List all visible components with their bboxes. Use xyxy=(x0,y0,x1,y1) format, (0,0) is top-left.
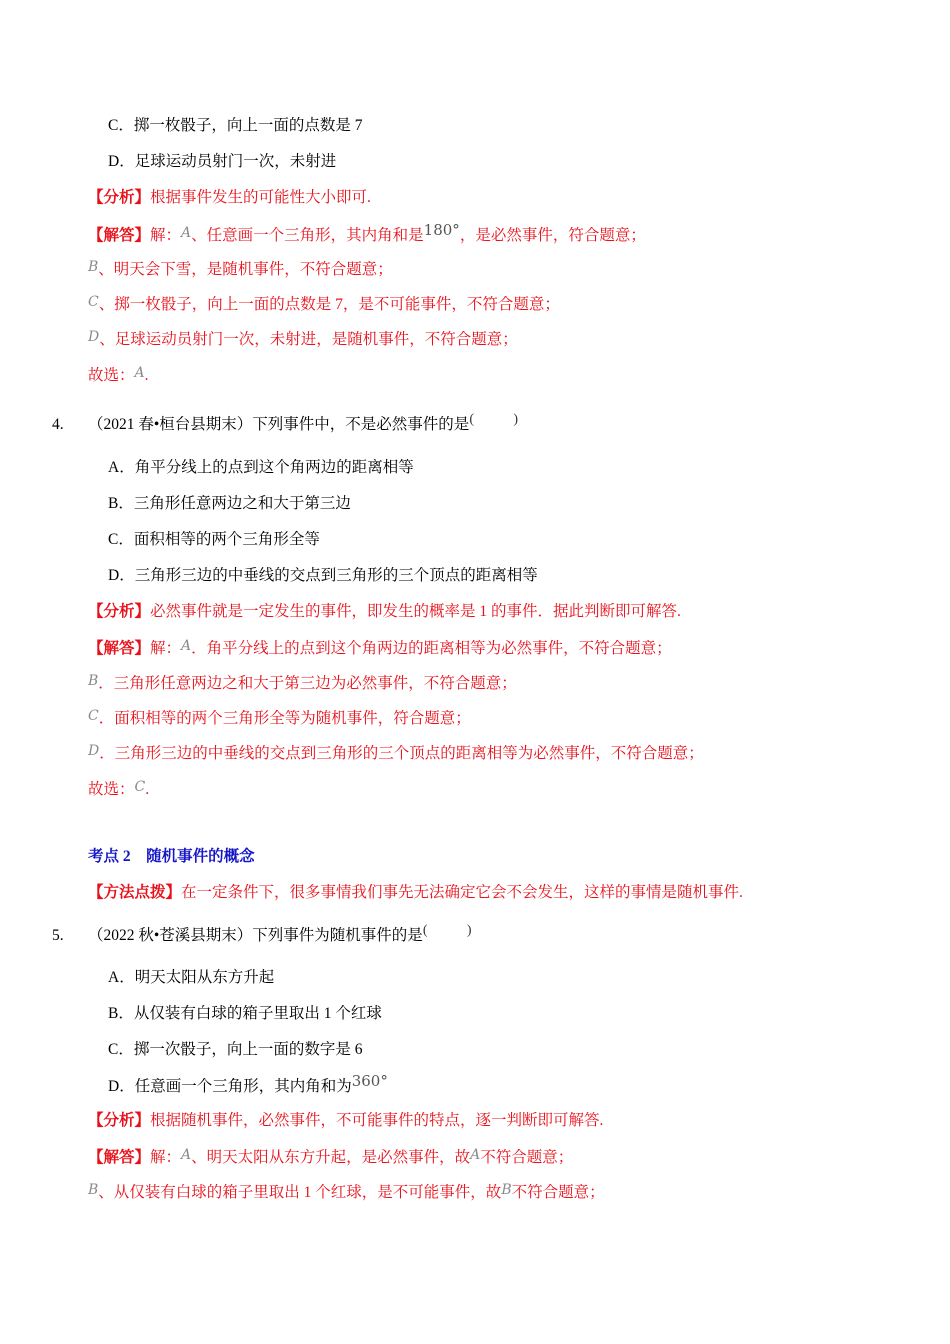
answer-text: 、从仅装有白球的箱子里取出 1 个红球，是不可能事件，故 xyxy=(98,1184,502,1201)
degree-value: 360° xyxy=(351,1072,388,1090)
answer-text: 不符合题意； xyxy=(511,1184,605,1201)
section-heading: 考点 2 随机事件的概念 xyxy=(88,848,255,865)
math-letter: A xyxy=(181,638,192,654)
q5-option-a: A．明天太阳从东方升起 xyxy=(108,969,275,986)
math-letter: C xyxy=(134,779,146,795)
paren-close: ) xyxy=(513,412,518,427)
q4-answer-line-d xyxy=(88,743,704,765)
tip-text: 在一定条件下，很多事情我们事先无法确定它会不会发生，这样的事情是随机事件. xyxy=(181,884,743,901)
math-letter: B xyxy=(88,1182,99,1198)
q3-answer-line-b xyxy=(88,259,393,281)
answer-intro: 解： xyxy=(150,227,182,244)
analysis-tag: 【分析】 xyxy=(88,603,151,620)
math-letter: C xyxy=(88,708,99,724)
analysis-text: 根据事件发生的可能性大小即可. xyxy=(150,189,371,206)
q5-option-c: C．掷一次骰子，向上一面的数字是 6 xyxy=(108,1041,363,1058)
math-letter: B xyxy=(88,673,99,689)
choice-prefix: 故选： xyxy=(88,367,135,384)
answer-text: 、明天会下雪，是随机事件，不符合题意； xyxy=(98,261,393,278)
q5-answer-line-a xyxy=(88,1147,573,1169)
answer-text: 、任意画一个三角形，其内角和是 xyxy=(191,227,424,244)
answer-intro: 解： xyxy=(150,640,182,657)
choice-suffix: . xyxy=(144,367,149,384)
q4-answer-line-c xyxy=(88,708,471,730)
math-letter: B xyxy=(501,1182,512,1198)
math-letter: C xyxy=(88,294,99,310)
math-letter: B xyxy=(88,259,99,275)
q5-option-d xyxy=(108,1072,388,1098)
q5-analysis xyxy=(88,1110,603,1132)
answer-text: ．三角形三边的中垂线的交点到三角形的三个顶点的距离相等为必然事件，不符合题意； xyxy=(99,745,704,762)
answer-tag: 【解答】 xyxy=(88,1149,151,1166)
q3-option-c: C．掷一枚骰子，向上一面的点数是 7 xyxy=(108,117,363,134)
method-tip xyxy=(88,882,743,904)
math-letter: D xyxy=(88,743,100,759)
q4-analysis xyxy=(88,601,681,623)
q3-analysis xyxy=(88,187,371,209)
answer-text: 、足球运动员射门一次，未射进，是随机事件，不符合题意； xyxy=(99,331,518,348)
q4-choice xyxy=(88,779,149,801)
q4-stem xyxy=(52,414,517,437)
choice-prefix: 故选： xyxy=(88,781,135,798)
q5-stem xyxy=(52,925,471,948)
answer-text: 不符合题意； xyxy=(480,1149,574,1166)
paren-open: ( xyxy=(469,412,474,427)
q5-answer-line-b xyxy=(88,1182,605,1204)
math-letter: A xyxy=(181,1147,192,1163)
answer-blank xyxy=(423,920,471,942)
q5-option-b: B．从仅装有白球的箱子里取出 1 个红球 xyxy=(108,1005,382,1022)
answer-text: ．角平分线上的点到这个角两边的距离相等为必然事件，不符合题意； xyxy=(191,640,672,657)
q4-option-a: A．角平分线上的点到这个角两边的距离相等 xyxy=(108,459,414,476)
q3-answer-line-d xyxy=(88,329,518,351)
option-text: D．任意画一个三角形，其内角和为 xyxy=(108,1078,352,1095)
q4-option-b: B．三角形任意两边之和大于第三边 xyxy=(108,495,351,512)
degree-value: 180° xyxy=(423,221,460,239)
answer-text: ．三角形任意两边之和大于第三边为必然事件，不符合题意； xyxy=(98,675,517,692)
math-letter: A xyxy=(181,225,192,241)
answer-intro: 解： xyxy=(150,1149,182,1166)
answer-text: ，是必然事件，符合题意； xyxy=(459,227,646,244)
answer-text: 、掷一枚骰子，向上一面的点数是 7，是不可能事件，不符合题意； xyxy=(98,296,560,313)
answer-blank xyxy=(469,409,517,431)
q3-answer-line-a xyxy=(88,221,646,247)
q4-answer-line-b xyxy=(88,673,517,695)
math-letter: A xyxy=(470,1147,481,1163)
answer-tag: 【解答】 xyxy=(88,640,151,657)
q4-option-d: D．三角形三边的中垂线的交点到三角形的三个顶点的距离相等 xyxy=(108,567,538,584)
paren-open: ( xyxy=(422,923,428,938)
answer-text: 、明天太阳从东方升起，是必然事件，故 xyxy=(191,1149,471,1166)
choice-suffix: . xyxy=(145,781,150,798)
q4-answer-line-a xyxy=(88,638,672,660)
tip-tag: 【方法点拨】 xyxy=(88,884,182,901)
analysis-tag: 【分析】 xyxy=(88,189,151,206)
q3-option-d: D．足球运动员射门一次，未射进 xyxy=(108,153,337,170)
q4-option-c: C．面积相等的两个三角形全等 xyxy=(108,531,320,548)
q3-answer-line-c xyxy=(88,294,560,316)
analysis-text: 根据随机事件，必然事件，不可能事件的特点，逐一判断即可解答. xyxy=(150,1112,604,1129)
analysis-tag: 【分析】 xyxy=(88,1112,151,1129)
answer-text: ．面积相等的两个三角形全等为随机事件，符合题意； xyxy=(98,710,471,727)
question-number: 5. xyxy=(52,927,64,944)
answer-tag: 【解答】 xyxy=(88,227,151,244)
question-stem: （2021 春•桓台县期末）下列事件中，不是必然事件的是 xyxy=(88,416,470,433)
analysis-text: 必然事件就是一定发生的事件，即发生的概率是 1 的事件．据此判断即可解答. xyxy=(150,603,681,620)
math-letter: D xyxy=(88,329,100,345)
question-stem: （2022 秋•苍溪县期末）下列事件为随机事件的是 xyxy=(88,927,423,944)
q3-choice xyxy=(88,365,149,387)
question-number: 4. xyxy=(52,416,64,433)
paren-close: ) xyxy=(466,923,472,938)
math-letter: A xyxy=(134,365,145,381)
